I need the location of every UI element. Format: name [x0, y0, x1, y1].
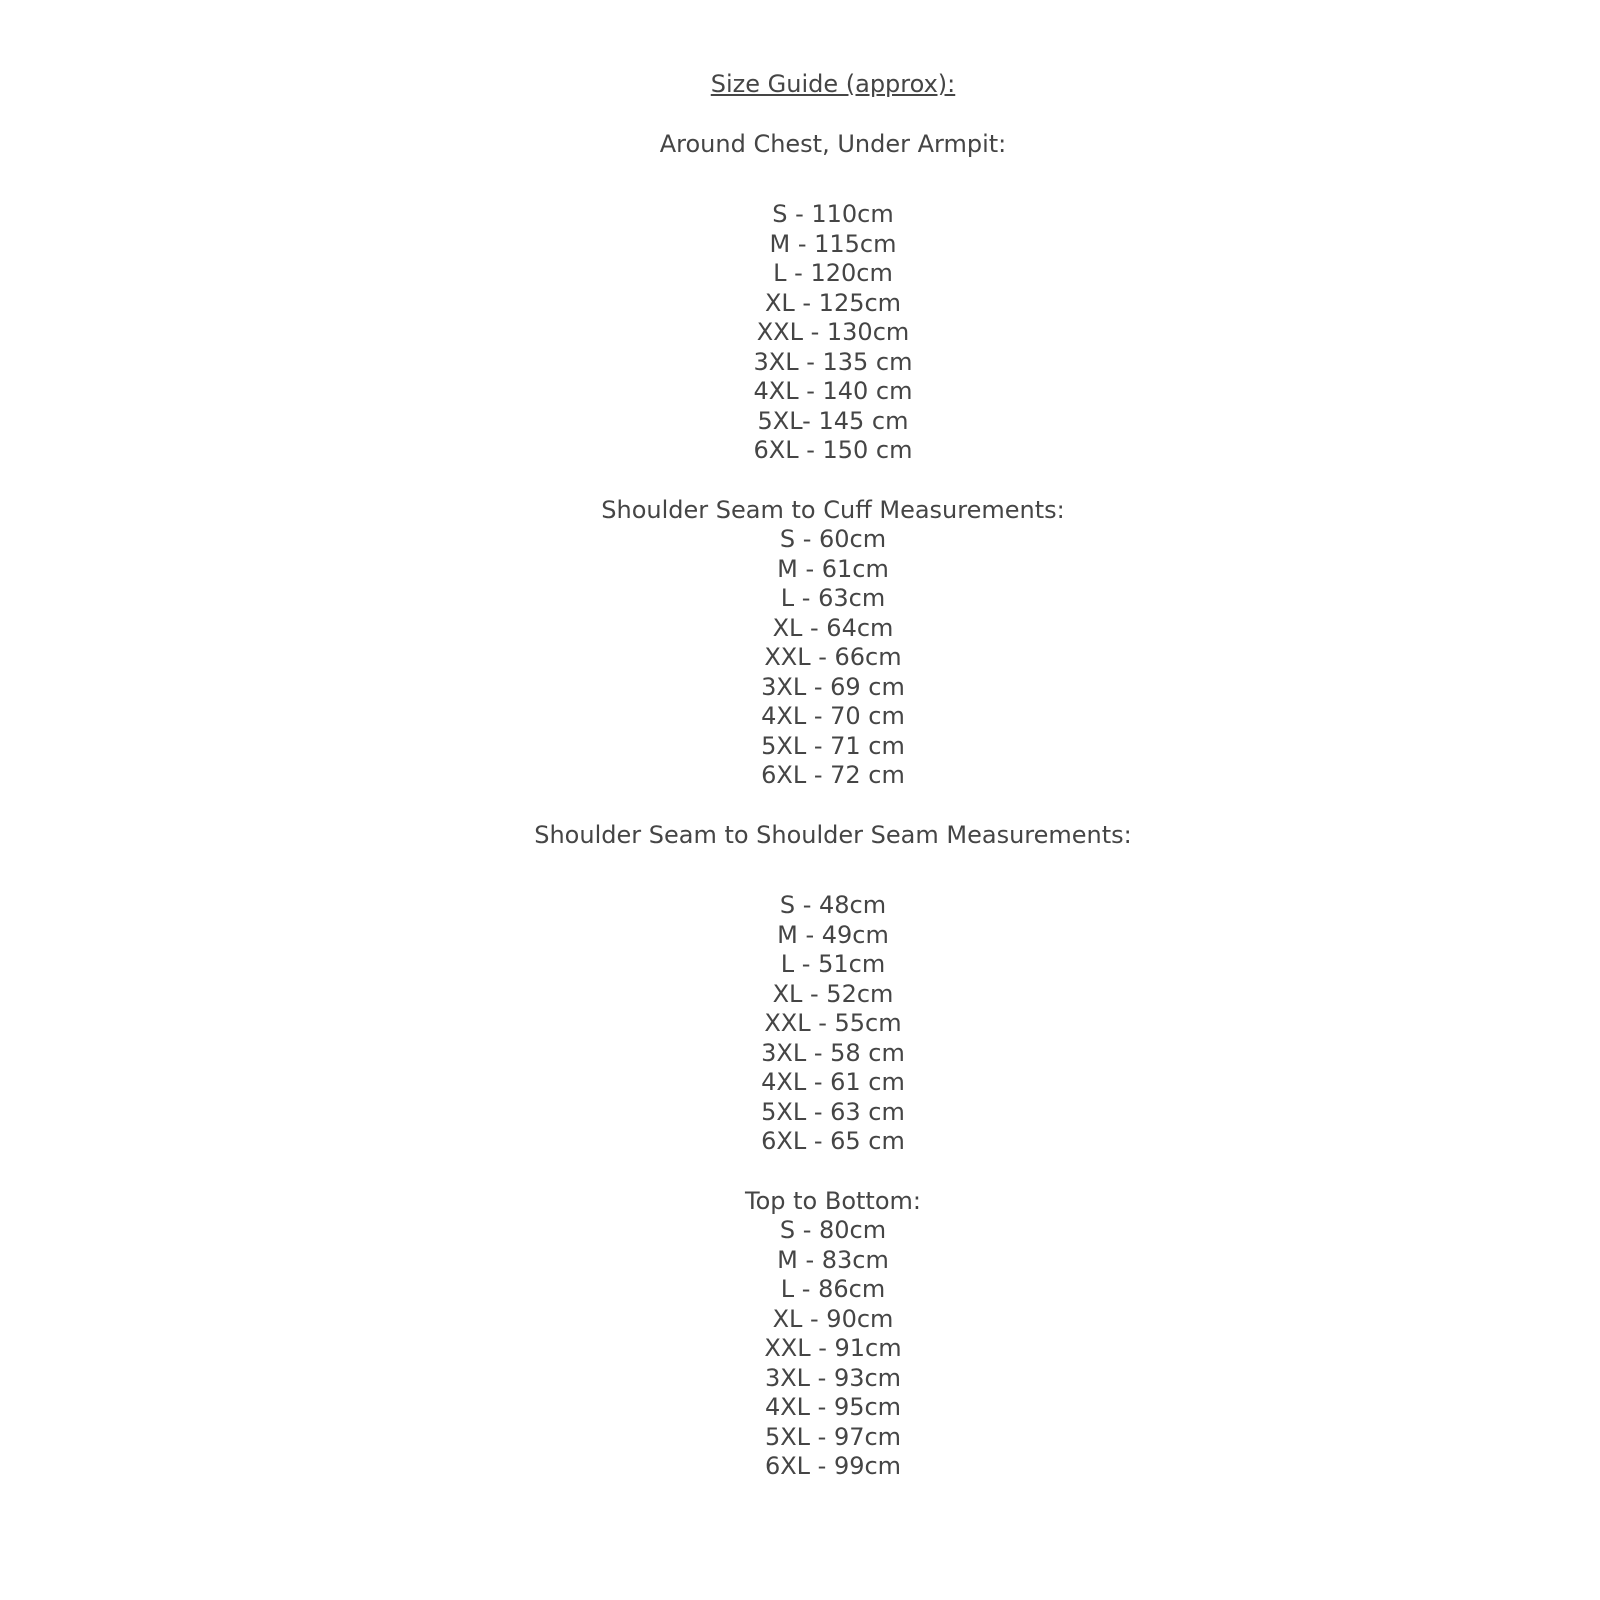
size-line: 4XL - 70 cm: [761, 702, 905, 730]
size-line: 4XL - 95cm: [764, 1393, 902, 1421]
size-line: 4XL - 61 cm: [761, 1068, 905, 1096]
size-line: 6XL - 150 cm: [753, 436, 913, 464]
size-line: 4XL - 140 cm: [753, 377, 913, 405]
size-guide: [66, 0, 1600, 1482]
size-section: [66, 821, 1600, 1157]
size-section: [66, 1187, 1600, 1482]
size-line: XXL - 55cm: [764, 1009, 902, 1037]
section-heading: Top to Bottom:: [745, 1186, 921, 1215]
section-items: [66, 891, 1600, 1157]
section-items: [66, 525, 1600, 791]
size-line: L - 51cm: [780, 950, 886, 978]
size-line: M - 49cm: [777, 920, 889, 949]
size-line: 3XL - 135 cm: [753, 347, 913, 376]
section-heading: Shoulder Seam to Cuff Measurements:: [601, 495, 1065, 524]
size-line: 6XL - 65 cm: [761, 1127, 905, 1155]
size-line: S - 48cm: [779, 891, 887, 919]
size-line: M - 115cm: [769, 229, 897, 258]
size-line: XXL - 66cm: [764, 643, 902, 671]
section-heading: Shoulder Seam to Shoulder Seam Measurements:: [534, 820, 1132, 849]
size-line: XL - 90cm: [772, 1304, 894, 1333]
size-line: XL - 64cm: [772, 613, 894, 642]
page-title: Size Guide (approx):: [710, 70, 956, 98]
size-line: M - 83cm: [777, 1245, 889, 1274]
section-heading: Around Chest, Under Armpit:: [659, 129, 1007, 158]
section-items: [66, 200, 1600, 466]
section-items: [66, 1216, 1600, 1482]
size-line: 5XL - 71 cm: [761, 731, 905, 760]
size-line: M - 61cm: [777, 554, 889, 583]
size-line: S - 60cm: [779, 525, 887, 553]
size-sections: [66, 130, 1600, 1482]
size-line: XXL - 130cm: [756, 318, 910, 346]
size-line: 3XL - 93cm: [764, 1363, 902, 1392]
size-line: 5XL- 145 cm: [757, 406, 909, 435]
size-line: 6XL - 99cm: [764, 1452, 902, 1480]
size-line: S - 110cm: [772, 200, 894, 228]
size-line: L - 120cm: [773, 259, 893, 287]
size-line: S - 80cm: [779, 1216, 887, 1244]
size-line: 5XL - 97cm: [764, 1422, 902, 1451]
size-line: L - 86cm: [780, 1275, 886, 1303]
size-line: L - 63cm: [780, 584, 886, 612]
size-section: [66, 130, 1600, 466]
size-line: XL - 52cm: [772, 979, 894, 1008]
size-section: [66, 496, 1600, 791]
size-line: 3XL - 58 cm: [761, 1038, 905, 1067]
size-line: XXL - 91cm: [764, 1334, 902, 1362]
size-line: 6XL - 72 cm: [761, 761, 905, 789]
size-line: 5XL - 63 cm: [761, 1097, 905, 1126]
size-line: 3XL - 69 cm: [761, 672, 905, 701]
size-line: XL - 125cm: [764, 288, 902, 317]
